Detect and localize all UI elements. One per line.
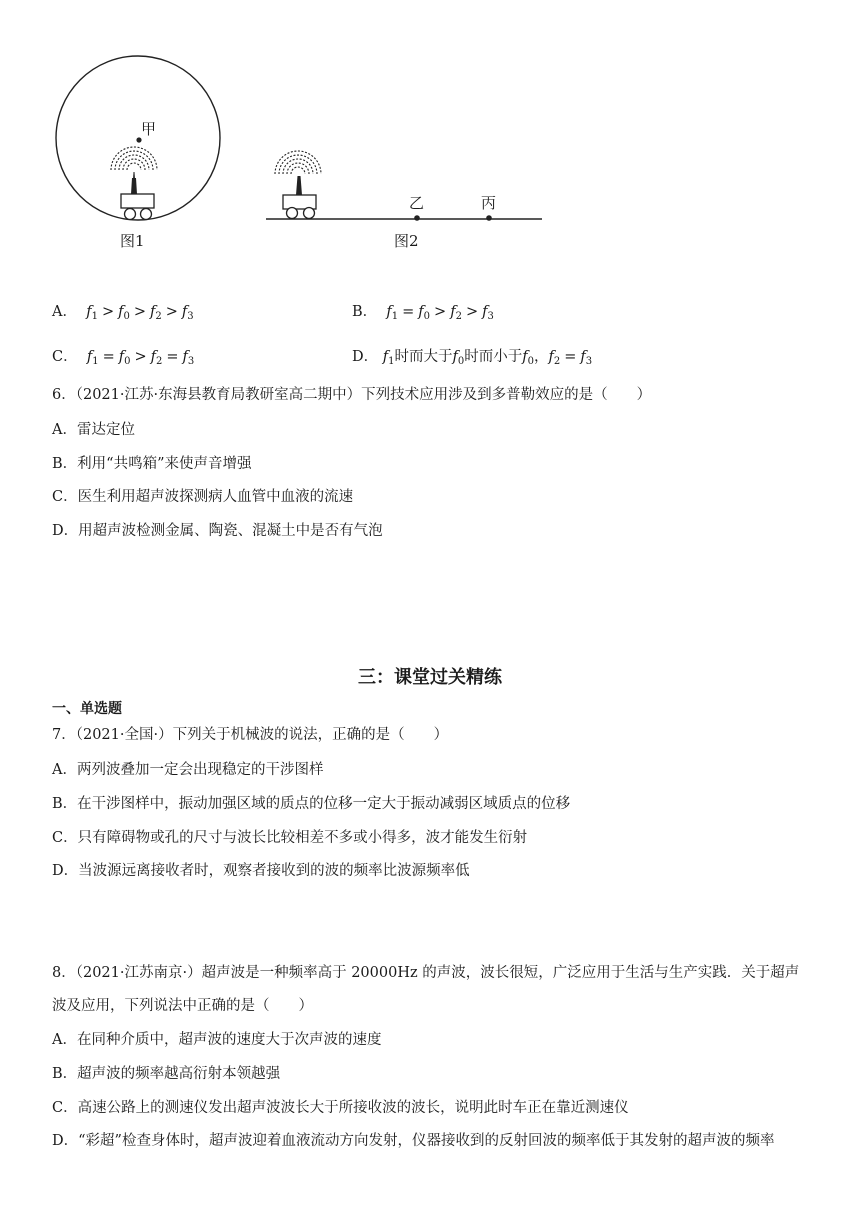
q7-option-b[interactable]: B．在干涉图样中，振动加强区域的质点的位移一定大于振动减弱区域质点的位移: [52, 796, 571, 812]
q8-option-a[interactable]: A．在同种介质中，超声波的速度大于次声波的速度: [52, 1032, 382, 1048]
q7-option-a[interactable]: A．两列波叠加一定会出现稳定的干涉图样: [52, 762, 324, 778]
formula: $f_1 > f_0 > f_2 > f_3$: [86, 304, 194, 322]
cart-wheel: [125, 209, 136, 220]
q7-option-d[interactable]: D．当波源远离接收者时，观察者接收到的波的频率比波源频率低: [52, 863, 470, 879]
q5-option-a[interactable]: A． $f_1 > f_0 > f_2 > f_3$: [52, 304, 194, 322]
figure-1-caption: 图1: [120, 232, 145, 250]
sound-wave-icon: [275, 151, 321, 174]
point-yi: [414, 215, 420, 221]
q6-option-c[interactable]: C．医生利用超声波探测病人血管中血液的流速: [52, 489, 354, 505]
physics-figures: [0, 0, 860, 260]
q5-option-b[interactable]: B． $f_1 = f_0 > f_2 > f_3$: [352, 304, 494, 322]
point-bing: [486, 215, 492, 221]
figure-2: [266, 151, 542, 221]
q6-option-b[interactable]: B．利用“共鸣箱”来使声音增强: [52, 456, 252, 472]
sound-wave-icon: [111, 147, 157, 170]
q5-option-d[interactable]: D． $f_1$时而大于$f_0$时而小于$f_0$，$f_2 = f_3$: [352, 349, 593, 367]
formula: $f_1 = f_0 > f_2 > f_3$: [386, 304, 494, 322]
q7-stem: 7．（2021·全国·）下列关于机械波的说法，正确的是（ ）: [52, 727, 449, 743]
cart-wheel: [141, 209, 152, 220]
label-yi: 乙: [409, 194, 425, 212]
q6-option-d[interactable]: D．用超声波检测金属、陶瓷、混凝土中是否有气泡: [52, 523, 383, 539]
cart-body: [121, 194, 154, 208]
q8-option-c[interactable]: C．高速公路上的测速仪发出超声波波长大于所接收波的波长，说明此时车正在靠近测速仪: [52, 1100, 629, 1116]
q5-option-c[interactable]: C． $f_1 = f_0 > f_2 = f_3$: [52, 349, 195, 367]
figure-2-caption: 图2: [394, 232, 419, 250]
q8-stem-line-1: 8．（2021·江苏南京·）超声波是一种频率高于 20000Hz 的声波，波长很短，广泛应用于生活与生产实践．关于超声: [52, 965, 800, 981]
formula: $f_1 = f_0 > f_2 = f_3$: [86, 349, 195, 367]
q6-stem: 6．（2021·江苏·东海县教育局教研室高二期中）下列技术应用涉及到多普勒效应的是（ ）: [52, 387, 652, 403]
figure-1: [56, 56, 220, 220]
cart-wheel: [287, 208, 298, 219]
q8-option-d[interactable]: D．“彩超”检查身体时，超声波迎着血液流动方向发射，仪器接收到的反射回波的频率低于其发射的超声波的频率: [52, 1133, 775, 1149]
formula: $f_1$时而大于$f_0$时而小于$f_0$，$f_2 = f_3$: [382, 349, 593, 367]
label-jia: 甲: [141, 120, 157, 138]
cart-wheel: [304, 208, 315, 219]
label-bing: 丙: [481, 194, 497, 212]
q6-option-a[interactable]: A．雷达定位: [52, 422, 135, 438]
cart-body: [283, 195, 316, 209]
q8-option-b[interactable]: B．超声波的频率越高衍射本领越强: [52, 1066, 281, 1082]
q8-stem-line-2: 波及应用，下列说法中正确的是（ ）: [52, 998, 313, 1014]
section-subhead: 一、单选题: [52, 701, 122, 717]
antenna-mast: [296, 176, 302, 195]
q7-option-c[interactable]: C．只有障碍物或孔的尺寸与波长比较相差不多或小得多，波才能发生衍射: [52, 830, 528, 846]
section-title: 三：课堂过关精练: [358, 667, 502, 688]
